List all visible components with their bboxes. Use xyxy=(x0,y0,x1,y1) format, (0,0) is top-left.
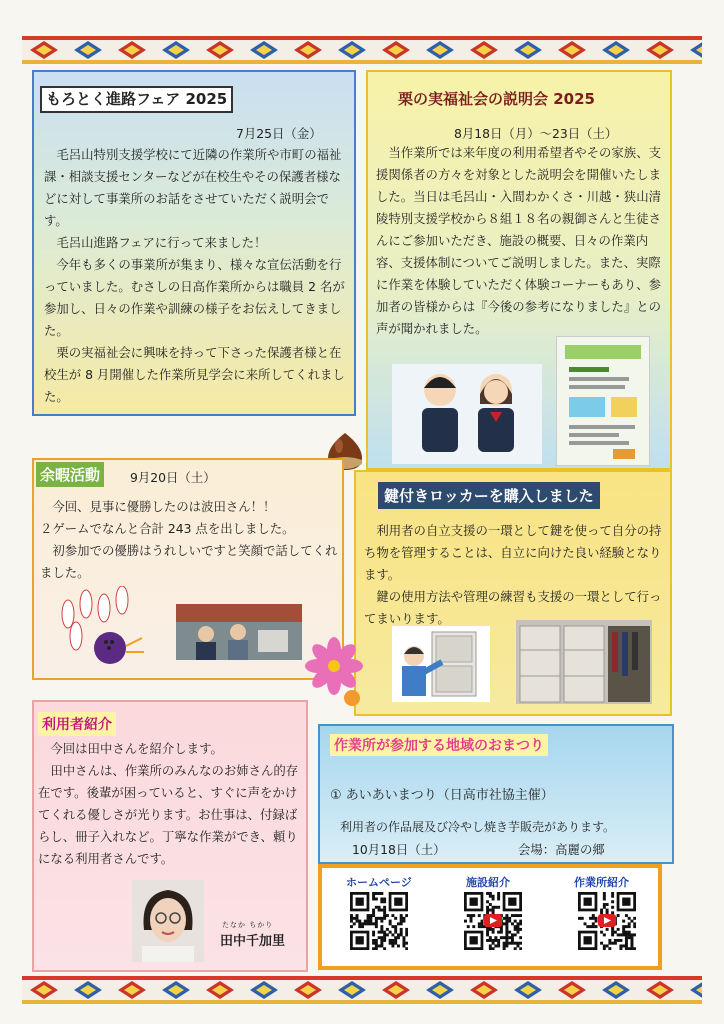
leisure-date: 9月20日（土） xyxy=(130,470,216,485)
festival-item: ① あいあいまつり（日高市社協主催） xyxy=(330,788,554,803)
user-name: 田中千加里 xyxy=(220,934,286,949)
festival-date: 10月18日（土） xyxy=(352,842,446,857)
fair-body: 毛呂山特別支援学校にて近隣の作業所や市町の福祉課・相談支援センターなどが在校生やその保護者様などに対して事業所のお話をさせていただく説明会です。 毛呂山進路フェアに行って来ました！ 今年も多くの事業所が集まり、様々な宣伝活動を行っていました。むさしの日高作業所からは職員 2 名が参加し、日々の作業や訓練の様子をお伝えしてきました。 栗の実福祉会に興味を持って下さった保護者様と在校生が 8 月開催した作業所見学会に来所してくれました。 xyxy=(44,147,345,404)
homepage-qr-code[interactable] xyxy=(350,892,408,950)
festival-venue: 会場：高麗の郷 xyxy=(518,842,605,857)
leisure-title: 余暇活動 xyxy=(36,462,104,487)
leisure-body: 今回、見事に優勝したのは波田さん！！ ２ゲームでなんと合計 243 点を出しました。 初参加での優勝はうれしいですと笑顔で話してくれました。 xyxy=(40,499,338,580)
bowling-illustration xyxy=(46,586,156,670)
briefing-date: 8月18日（月）～23日（土） xyxy=(454,126,618,141)
locker-illustration xyxy=(392,626,490,702)
homepage-label: ホームページ xyxy=(346,876,412,889)
facility-label: 施設紹介 xyxy=(466,876,510,889)
locker-photo xyxy=(516,620,652,704)
briefing-body: 当作業所では来年度の利用希望者やその家族、支援関係者の方々を対象とした説明会を開催いたしました。当日は毛呂山・入間わかくさ・川越・狭山清陵特別支援学校から８組１８名の親御さんと生徒さんにご参加いただき、施設の概要、日々の作業内容、支援体制についてご説明しました。また、実際に作業を体験していただく体験コーナーもあり、参加者の皆様からは『今後の参考になりました』との声が聞かれました。 xyxy=(376,145,661,336)
fair-title: もろとく進路フェア 2025 xyxy=(40,86,233,113)
locker-title: 鍵付きロッカーを購入しました xyxy=(378,482,600,509)
decorative-border-bottom xyxy=(22,976,702,1004)
briefing-flyer-image xyxy=(556,336,650,466)
user-title: 利用者紹介 xyxy=(38,712,116,736)
facility-qr-code[interactable] xyxy=(464,892,522,950)
briefing-title: 栗の実福祉会の説明会 2025 xyxy=(398,90,595,108)
locker-body: 利用者の自立支援の一環として鍵を使って自分の持ち物を管理することは、自立に向けた良い経験となります。 鍵の使用方法や管理の練習も支援の一環として行ってまいります。 xyxy=(364,523,662,626)
user-name-ruby: たなか ちかり xyxy=(222,921,274,929)
fair-date: 7月25日（金） xyxy=(236,126,322,141)
user-photo xyxy=(132,880,204,962)
students-illustration xyxy=(392,364,542,464)
decorative-border-top xyxy=(22,36,702,64)
festival-title: 作業所が参加する地域のおまつり xyxy=(330,734,548,756)
workshop-label: 作業所紹介 xyxy=(574,876,629,889)
bowling-photo xyxy=(176,604,302,660)
user-body: 今回は田中さんを紹介します。 田中さんは、作業所のみんなのお姉さん的存在です。後輩が困っていると、すぐに声をかけてくれる優しさが光ります。お仕事は、付録ばらし、冊子入れなど。丁寧な作業ができ、頼りになる利用者さんです。 xyxy=(38,741,299,866)
festival-desc: 利用者の作品展及び冷やし焼き芋販売があります。 xyxy=(340,820,616,834)
cosmos-flower-icon xyxy=(300,636,370,710)
workshop-qr-code[interactable] xyxy=(578,892,636,950)
